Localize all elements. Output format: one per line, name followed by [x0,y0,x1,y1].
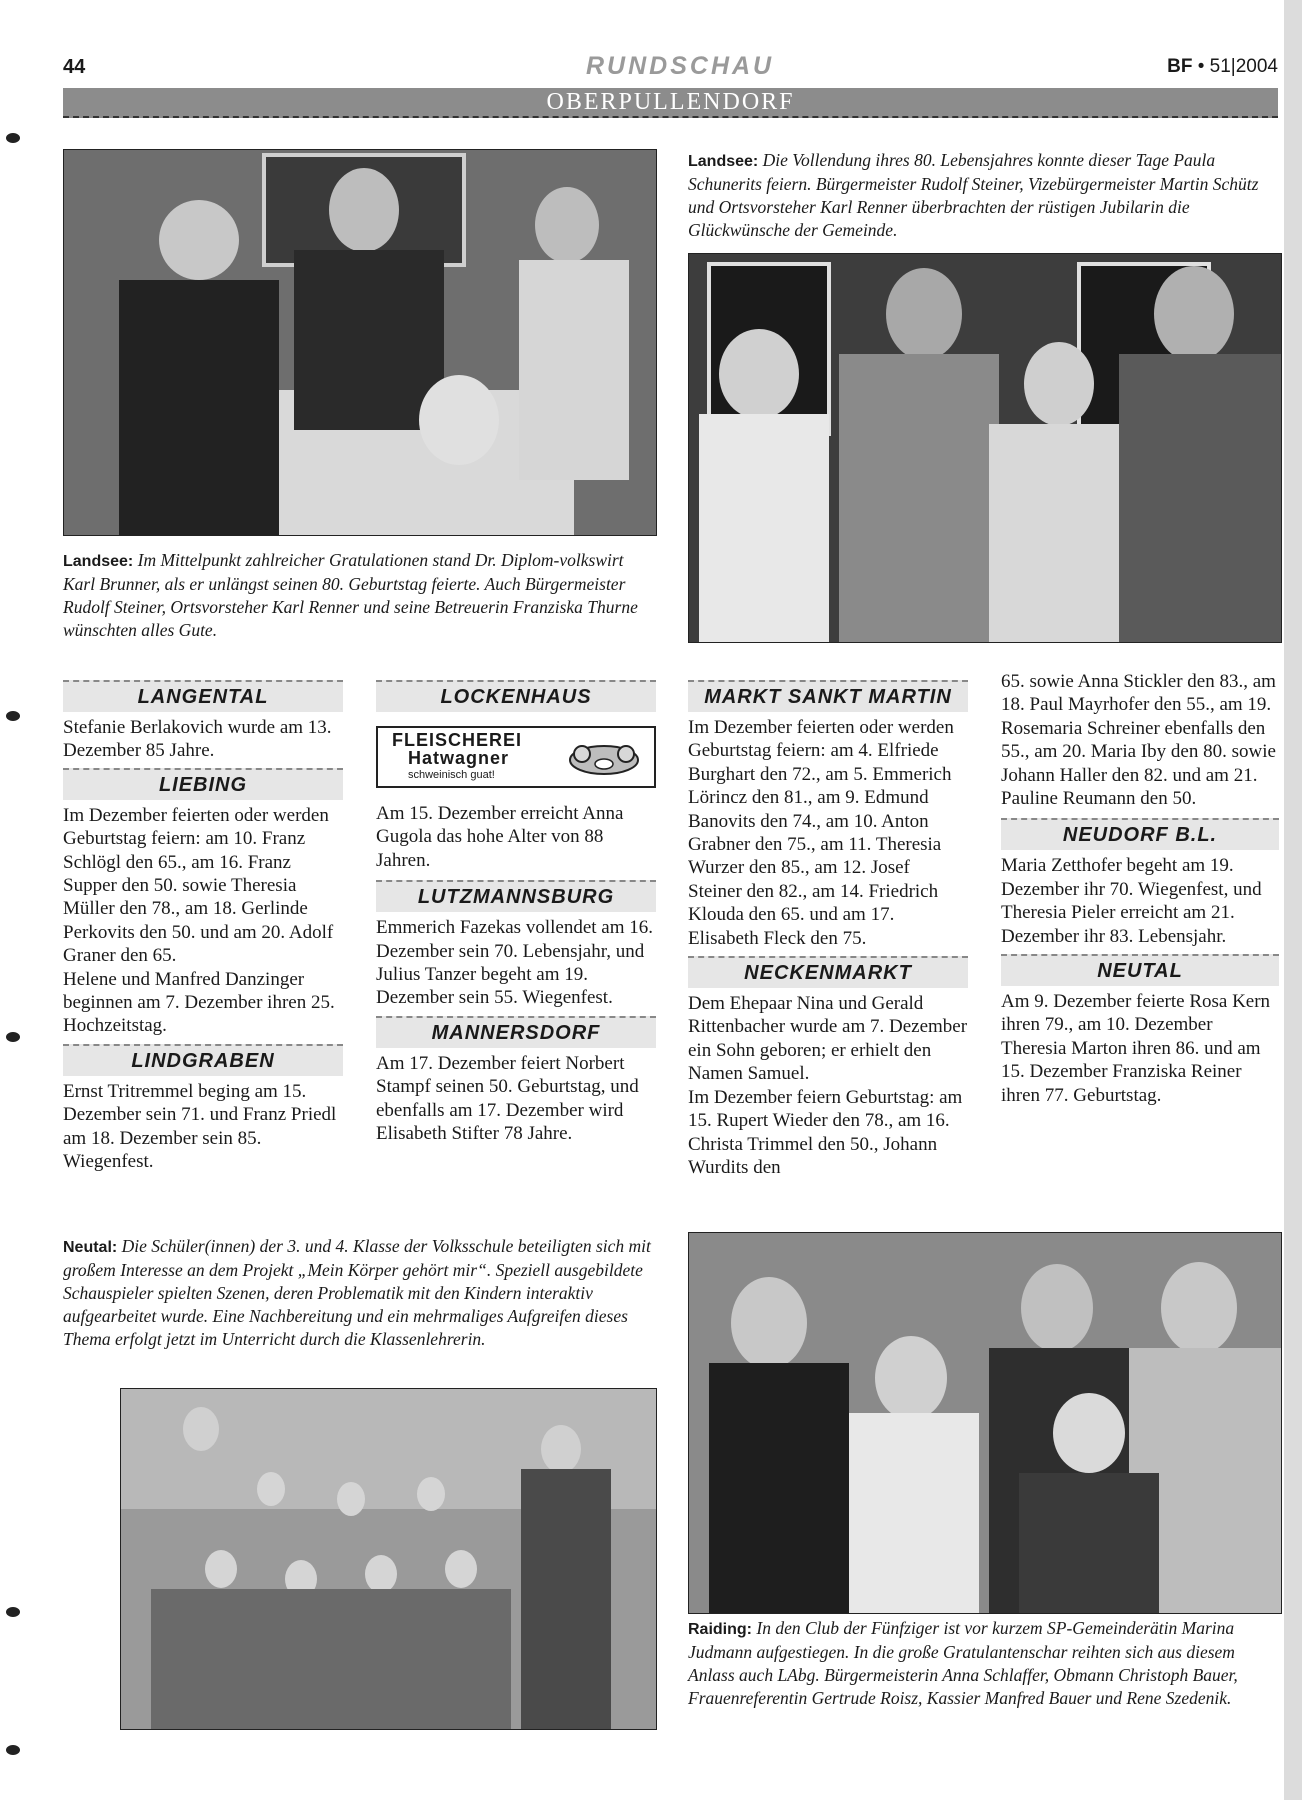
section-text: Stefanie Berlakovich wurde am 13. Dezember 85 Jahre. [63,717,332,762]
caption-brunner [63,549,655,642]
ad-name-line1: FLEISCHEREI [392,730,523,750]
caption-place: Landsee: [688,153,759,170]
binder-mark [6,1745,20,1755]
pig-icon [560,736,648,778]
caption-raiding [688,1617,1278,1710]
caption-schunerits [688,149,1276,242]
binder-mark [6,133,20,143]
page-number: 44 [63,56,86,78]
binder-mark [6,711,20,721]
caption-text: Im Mittelpunkt zahlreicher Gratulationen stand Dr. Diplom-volkswirt Karl Brunner, als er unlängst seinen 80. Geburtstag feierte. Auch Bürgermeister Rudolf Steiner, Ortsvorsteher Karl Renner und seine Betreuerin Franziska Thurne wünschten alles Gute. [63,550,638,640]
caption-text: Die Schüler(innen) der 3. und 4. Klasse der Volksschule beteiligten sich mit großem Interesse an dem Projekt „Mein Körper gehört mir“. Speziell ausgebildete Schauspieler spielten Szenen, deren Problematik mit den Kindern interaktiv aufgearbeitet wurde. Eine Nachbereitung und ein mehrmaliges Aufgreifen dieses Thema erfolgt jetzt im Unterricht durch die Klassenlehrerin. [63,1236,651,1349]
section-title: MANNERSDORF [376,1016,656,1048]
column-2 [376,680,656,1145]
section-title: LIEBING [63,768,343,800]
caption-place: Raiding: [688,1621,752,1638]
caption-place: Neutal: [63,1239,118,1256]
section-title: LINDGRABEN [63,1044,343,1076]
caption-neutal-school [63,1235,655,1351]
section-title: MARKT SANKT MARTIN [688,680,968,712]
issue-info [1167,56,1278,78]
section-title: LOCKENHAUS [376,680,656,712]
ad-name-line2: Hatwagner [408,748,510,768]
section-text: Am 17. Dezember feiert Norbert Stampf seinen 50. Geburtstag, und ebenfalls am 17. Dezember wird Elisabeth Stifter 78 Jahre. [376,1052,639,1145]
section-text: Im Dezember feiern Geburtstag: am 15. Rupert Wieder den 78., am 16. Christa Trimmel den 50., Johann Wurdits den [688,1086,963,1178]
column-3 [688,680,968,1179]
region-title: OBERPULLENDORF [546,89,795,115]
section-text: Maria Zetthofer begeht am 19. Dezember ihr 70. Wiegenfest, und Theresia Pieler erreicht am 21. Dezember ihr 83. Lebensjahr. [1001,855,1262,947]
section-text: Am 15. Dezember erreicht Anna Gugola das hohe Alter von 88 Jahren. [376,803,624,871]
section-text: Emmerich Fazekas vollendet am 16. Dezember sein 70. Lebensjahr, und Julius Tanzer begeht am 19. Dezember sein 55. Wiegenfest. [376,917,653,1009]
caption-text: In den Club der Fünfziger ist vor kurzem SP-Gemeinderätin Marina Judmann aufgestiegen. In die große Gratulantenschar reihten sich aus diesem Anlass auch LAbg. Bürgermeisterin Anna Schlaffer, Obmann Christoph Bauer, Frauenreferentin Gertrude Roisz, Kassier Manfred Bauer und Rene Szedenik. [688,1618,1238,1708]
section-title: NEUTAL [1001,954,1279,986]
column-4 [1001,670,1279,1107]
photo-brunner [63,149,657,536]
ad-slogan: schweinisch guat! [408,769,495,781]
page-edge [1284,0,1302,1800]
section-text: Im Dezember feierten oder werden Geburtstag feiern: am 4. Elfriede Burghart den 72., am 5. Emmerich Lörincz den 81., am 9. Edmund Banovits den 74., am 10. Anton Grabner den 75., am 11. Theresia Wurzer den 85., am 12. Josef Steiner den 82., am 14. Friedrich Klouda den 65. und am 17. Elisabeth Fleck den 75. [688,717,954,949]
section-text: 65. sowie Anna Stickler den 83., am 18. Paul Mayrhofer den 55., am 19. Rosemaria Schreiner ebenfalls den 55., am 20. Maria Iby den 80. sowie Johann Haller den 82. und am 21. Pauline Reumann den 50. [1001,671,1276,810]
caption-place: Landsee: [63,553,134,570]
masthead: RUNDSCHAU [586,52,775,80]
section-text: Ernst Tritremmel beging am 15. Dezember sein 71. und Franz Priedl am 18. Dezember sein 85. Wiegenfest. [63,1080,337,1173]
region-bar [63,88,1278,118]
issue-number: 51|2004 [1209,56,1278,77]
photo-raiding [688,1232,1282,1614]
photo-neutal-school [120,1388,657,1730]
caption-text: Die Vollendung ihres 80. Lebensjahres konnte dieser Tage Paula Schunerits feiern. Bürgermeister Rudolf Steiner, Vizebürgermeister Martin Schütz und Ortsvorsteher Karl Renner überbrachten der rüstigen Jubilarin die Glückwünsche der Gemeinde. [688,150,1259,240]
binder-mark [6,1607,20,1617]
section-title: NEUDORF B.L. [1001,818,1279,850]
section-text: Dem Ehepaar Nina und Gerald Rittenbacher wurde am 7. Dezember ein Sohn geboren; er erhielt den Namen Samuel. [688,993,968,1085]
separator: • [1197,56,1205,77]
section-title: NECKENMARKT [688,956,968,988]
section-title: LANGENTAL [63,680,343,712]
binder-mark [6,1032,20,1042]
ad-fleischerei [376,726,656,788]
brand: BF [1167,56,1193,77]
column-1 [63,680,343,1174]
section-title: LUTZMANNSBURG [376,880,656,912]
section-text: Helene und Manfred Danzinger beginnen am 7. Dezember ihren 25. Hochzeitstag. [63,968,335,1037]
photo-schunerits [688,253,1282,643]
section-text: Im Dezember feierten oder werden Geburtstag feiern: am 10. Franz Schlögl den 65., am 16. Franz Supper den 50. sowie Theresia Müller den 78., am 18. Gerlinde Perkovits den 50. und am 20. Adolf Graner den 65. [63,804,334,967]
section-text: Am 9. Dezember feierte Rosa Kern ihren 79., am 10. Dezember Theresia Marton ihren 86. und am 15. Dezember Franziska Reiner ihren 77. Geburtstag. [1001,991,1271,1106]
